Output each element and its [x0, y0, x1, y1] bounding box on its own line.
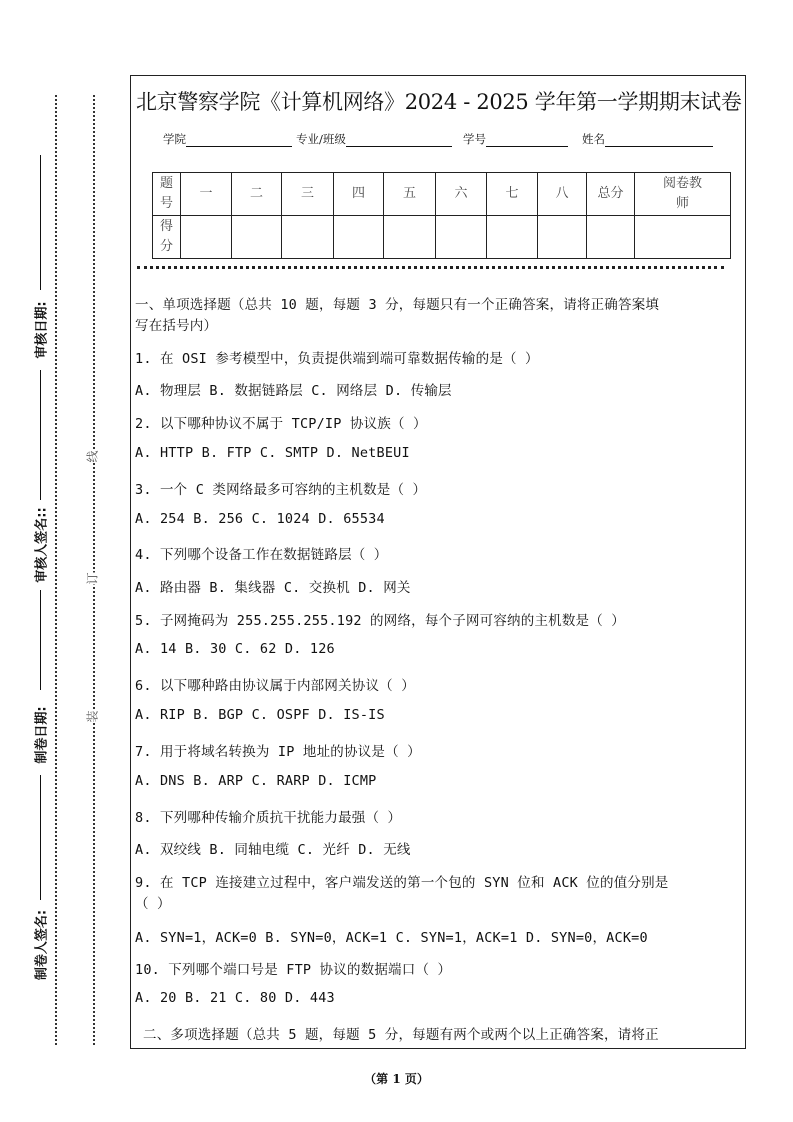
review-date-label: 审核日期: — [34, 301, 50, 359]
info-major — [296, 131, 452, 147]
question-3-options: A. 254 B. 256 C. 1024 D. 65534 — [135, 511, 385, 527]
college-label: 学院 — [163, 132, 186, 146]
info-student-id — [463, 131, 568, 147]
header-cell: 阅卷教师 — [635, 173, 731, 216]
binding-char-line: 线 — [85, 450, 100, 463]
header-cell: 五 — [384, 173, 436, 216]
question-10: 10. 下列哪个端口号是 FTP 协议的数据端口（ ） — [135, 962, 452, 978]
question-9-cont: （ ） — [135, 896, 171, 912]
reviewer-signature-label: 审核人签名:: — [34, 507, 50, 583]
question-8: 8. 下列哪种传输介质抗干扰能力最强（ ） — [135, 810, 402, 826]
binding-dotted-line-outer — [55, 95, 57, 1045]
header-cell: 四 — [334, 173, 384, 216]
question-8-options: A. 双绞线 B. 同轴电缆 C. 光纤 D. 无线 — [135, 842, 411, 858]
score-table — [152, 172, 731, 259]
question-2-options: A. HTTP B. FTP C. SMTP D. NetBEUI — [135, 445, 410, 461]
major-class-field[interactable] — [346, 133, 452, 147]
exam-title: 北京警察学院《计算机网络》2024 - 2025 学年第一学期期末试卷 — [136, 90, 742, 114]
college-field[interactable] — [186, 133, 292, 147]
name-label: 姓名 — [582, 132, 605, 146]
question-5: 5. 子网掩码为 255.255.255.192 的网络，每个子网可容纳的主机数是（ ） — [135, 613, 625, 629]
info-name — [582, 131, 713, 147]
score-cell[interactable] — [282, 216, 334, 259]
score-cell[interactable] — [384, 216, 436, 259]
binding-char-order: 订 — [85, 572, 100, 585]
score-cell[interactable] — [587, 216, 635, 259]
section1-heading-cont: 写在括号内） — [135, 318, 218, 334]
header-cell: 题号 — [153, 173, 181, 216]
score-table-header-row — [153, 173, 731, 216]
signature-line — [40, 155, 41, 290]
signature-line — [40, 370, 41, 500]
signature-line — [40, 590, 41, 690]
header-cell: 二 — [232, 173, 282, 216]
question-5-options: A. 14 B. 30 C. 62 D. 126 — [135, 641, 335, 657]
question-2: 2. 以下哪种协议不属于 TCP/IP 协议族（ ） — [135, 416, 427, 432]
question-6: 6. 以下哪种路由协议属于内部网关协议（ ） — [135, 678, 415, 694]
major-class-label: 专业/班级 — [296, 132, 346, 146]
score-cell[interactable] — [487, 216, 538, 259]
header-cell: 一 — [181, 173, 232, 216]
score-cell[interactable] — [635, 216, 731, 259]
question-6-options: A. RIP B. BGP C. OSPF D. IS-IS — [135, 707, 385, 723]
section2-heading: 二、多项选择题（总共 5 题，每题 5 分，每题有两个或两个以上正确答案，请将正 — [143, 1027, 659, 1043]
header-cell: 七 — [487, 173, 538, 216]
author-date-label: 制卷日期: — [34, 706, 50, 764]
question-1: 1. 在 OSI 参考模型中，负责提供端到端可靠数据传输的是（ ） — [135, 351, 539, 367]
page-number: （第 1 页） — [364, 1072, 429, 1086]
signature-line — [40, 775, 41, 900]
header-cell: 八 — [538, 173, 587, 216]
score-table-score-row — [153, 216, 731, 259]
question-7: 7. 用于将域名转换为 IP 地址的协议是（ ） — [135, 744, 421, 760]
header-cell: 六 — [436, 173, 487, 216]
question-1-options: A. 物理层 B. 数据链路层 C. 网络层 D. 传输层 — [135, 383, 452, 399]
dotted-separator — [137, 266, 724, 269]
section1-heading: 一、单项选择题（总共 10 题，每题 3 分，每题只有一个正确答案，请将正确答案填 — [135, 297, 660, 313]
binding-dotted-line-inner — [93, 95, 95, 1045]
score-cell[interactable] — [232, 216, 282, 259]
question-7-options: A. DNS B. ARP C. RARP D. ICMP — [135, 773, 377, 789]
score-cell[interactable] — [181, 216, 232, 259]
score-cell[interactable] — [538, 216, 587, 259]
score-row-label: 得分 — [153, 216, 181, 259]
score-cell[interactable] — [334, 216, 384, 259]
question-3: 3. 一个 C 类网络最多可容纳的主机数是（ ） — [135, 482, 427, 498]
question-4-options: A. 路由器 B. 集线器 C. 交换机 D. 网关 — [135, 580, 411, 596]
question-4: 4. 下列哪个设备工作在数据链路层（ ） — [135, 547, 388, 563]
question-10-options: A. 20 B. 21 C. 80 D. 443 — [135, 990, 335, 1006]
header-cell: 三 — [282, 173, 334, 216]
score-cell[interactable] — [436, 216, 487, 259]
student-id-field[interactable] — [486, 133, 568, 147]
info-college — [163, 131, 292, 147]
name-field[interactable] — [605, 133, 713, 147]
author-signature-label: 制卷人签名: — [34, 909, 50, 981]
student-id-label: 学号 — [463, 132, 486, 146]
header-cell: 总分 — [587, 173, 635, 216]
question-9: 9. 在 TCP 连接建立过程中，客户端发送的第一个包的 SYN 位和 ACK 位的值分别是 — [135, 875, 669, 891]
question-9-options: A. SYN=1，ACK=0 B. SYN=0，ACK=1 C. SYN=1，ACK=1 D. SYN=0，ACK=0 — [135, 930, 648, 946]
binding-char-bind: 装 — [85, 710, 100, 723]
